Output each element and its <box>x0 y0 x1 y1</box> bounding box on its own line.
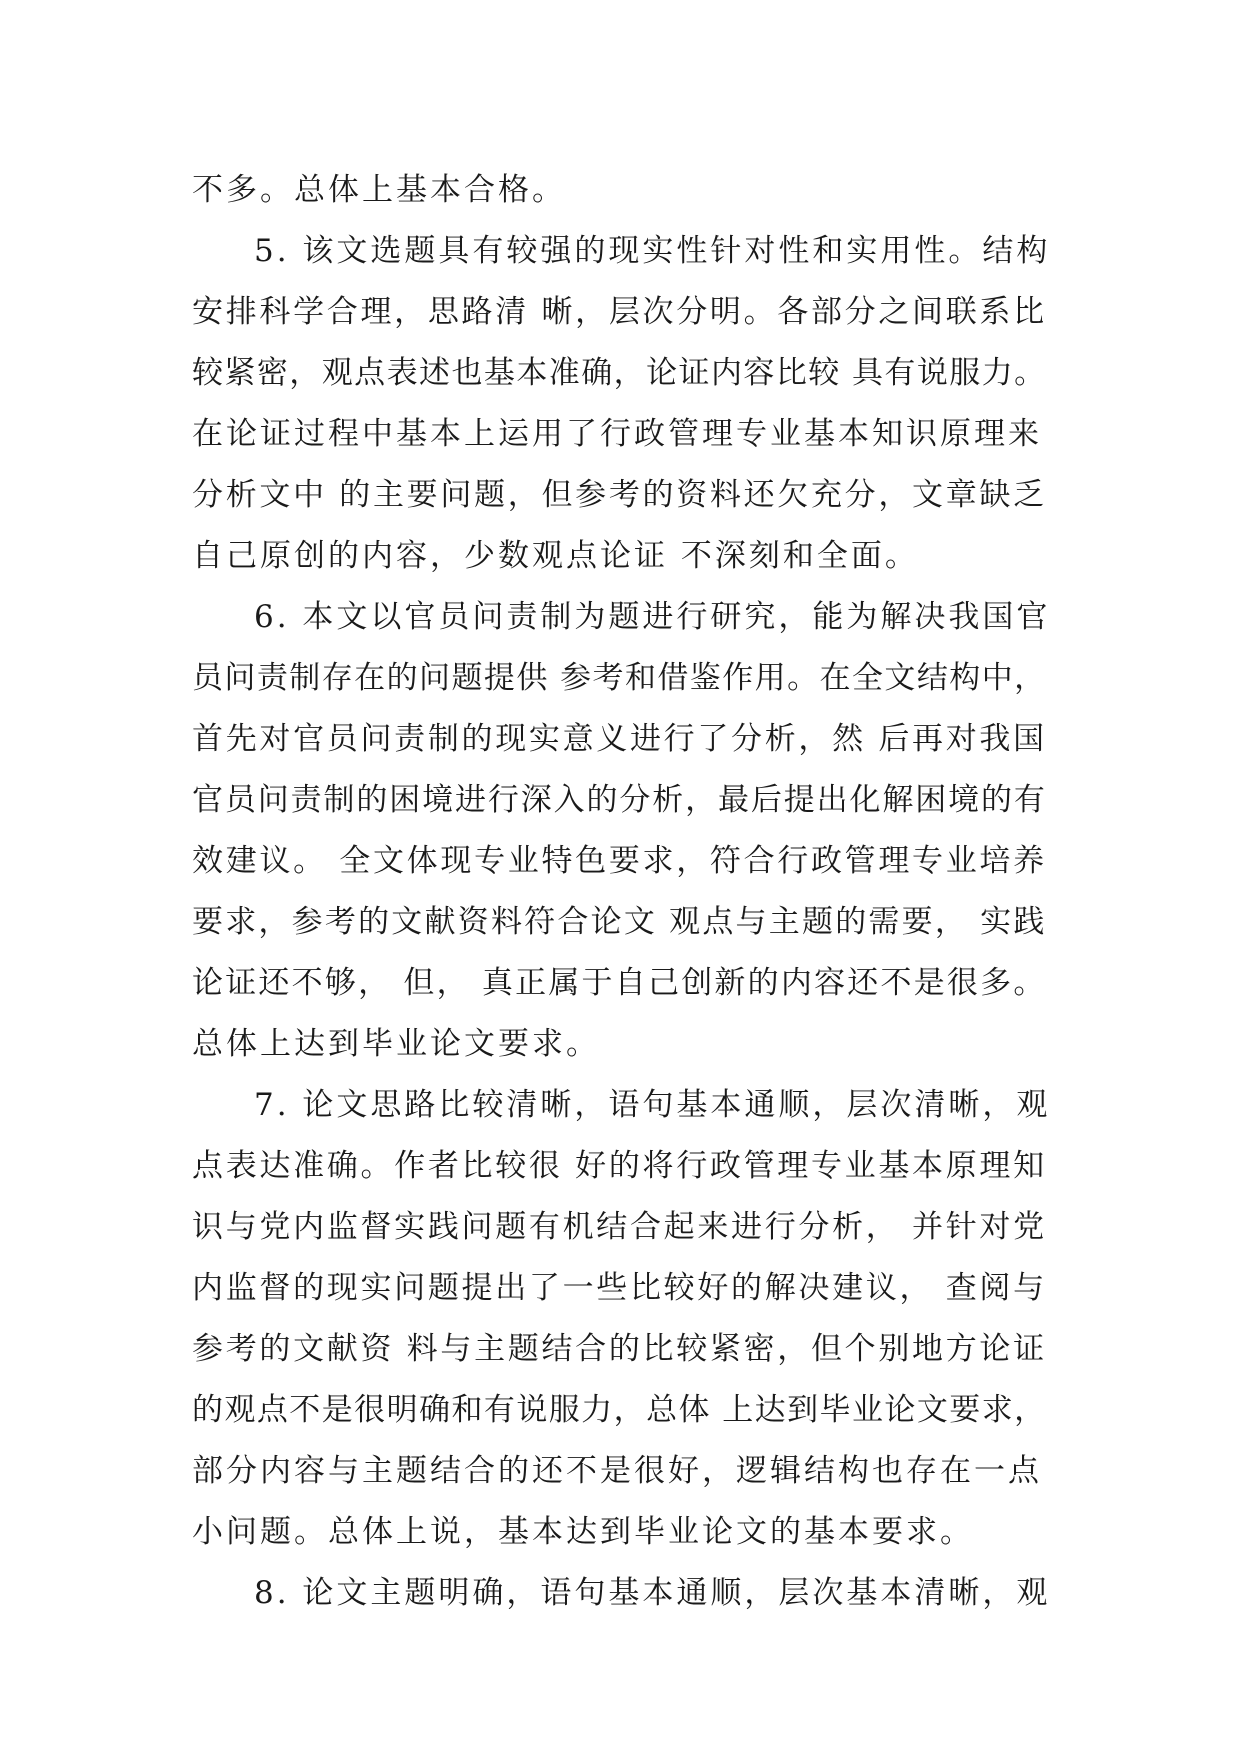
document-body-text <box>192 160 1052 1624</box>
text-line: 分析文中 的主要问题，但参考的资料还欠充分，文章缺乏 <box>192 477 1047 513</box>
text-line: 不多。总体上基本合格。 <box>192 172 566 208</box>
text-line: 部分内容与主题结合的还不是很好，逻辑结构也存在一点 <box>192 1453 1042 1489</box>
text-line: 员问责制存在的问题提供 参考和借鉴作用。在全文结构中， <box>192 660 1047 696</box>
text-line: 点表达准确。作者比较很 好的将行政管理专业基本原理知 <box>192 1148 1047 1184</box>
text-line: 论证还不够， 但， 真正属于自己创新的内容还不是很多。 <box>192 965 1047 1001</box>
text-line: 官员问责制的困境进行深入的分析，最后提出化解困境的有 <box>192 782 1047 818</box>
text-line: 要求，参考的文献资料符合论文 观点与主题的需要， 实践 <box>192 904 1047 940</box>
text-line: 效建议。 全文体现专业特色要求，符合行政管理专业培养 <box>192 843 1047 879</box>
text-line: 内监督的现实问题提出了一些比较好的解决建议， 查阅与 <box>192 1270 1047 1306</box>
text-line: 小问题。总体上说，基本达到毕业论文的基本要求。 <box>192 1514 974 1550</box>
text-line: 7. 论文思路比较清晰，语句基本通顺，层次清晰，观 <box>254 1087 1051 1123</box>
text-line: 较紧密，观点表述也基本准确，论证内容比较 具有说服力。 <box>192 355 1047 391</box>
text-line: 识与党内监督实践问题有机结合起来进行分析， 并针对党 <box>192 1209 1047 1245</box>
text-line: 参考的文献资 料与主题结合的比较紧密，但个别地方论证 <box>192 1331 1047 1367</box>
text-line: 总体上达到毕业论文要求。 <box>192 1026 600 1062</box>
text-line: 安排科学合理，思路清 晰，层次分明。各部分之间联系比 <box>192 294 1047 330</box>
text-line: 自己原创的内容，少数观点论证 不深刻和全面。 <box>192 538 919 574</box>
text-line: 在论证过程中基本上运用了行政管理专业基本知识原理来 <box>192 416 1042 452</box>
text-line: 的观点不是很明确和有说服力，总体 上达到毕业论文要求， <box>192 1392 1047 1428</box>
text-line: 5. 该文选题具有较强的现实性针对性和实用性。结构 <box>254 233 1051 269</box>
text-line: 6. 本文以官员问责制为题进行研究，能为解决我国官 <box>254 599 1051 635</box>
text-line: 首先对官员问责制的现实意义进行了分析，然 后再对我国 <box>192 721 1047 757</box>
text-line: 8. 论文主题明确，语句基本通顺，层次基本清晰，观 <box>254 1575 1051 1611</box>
